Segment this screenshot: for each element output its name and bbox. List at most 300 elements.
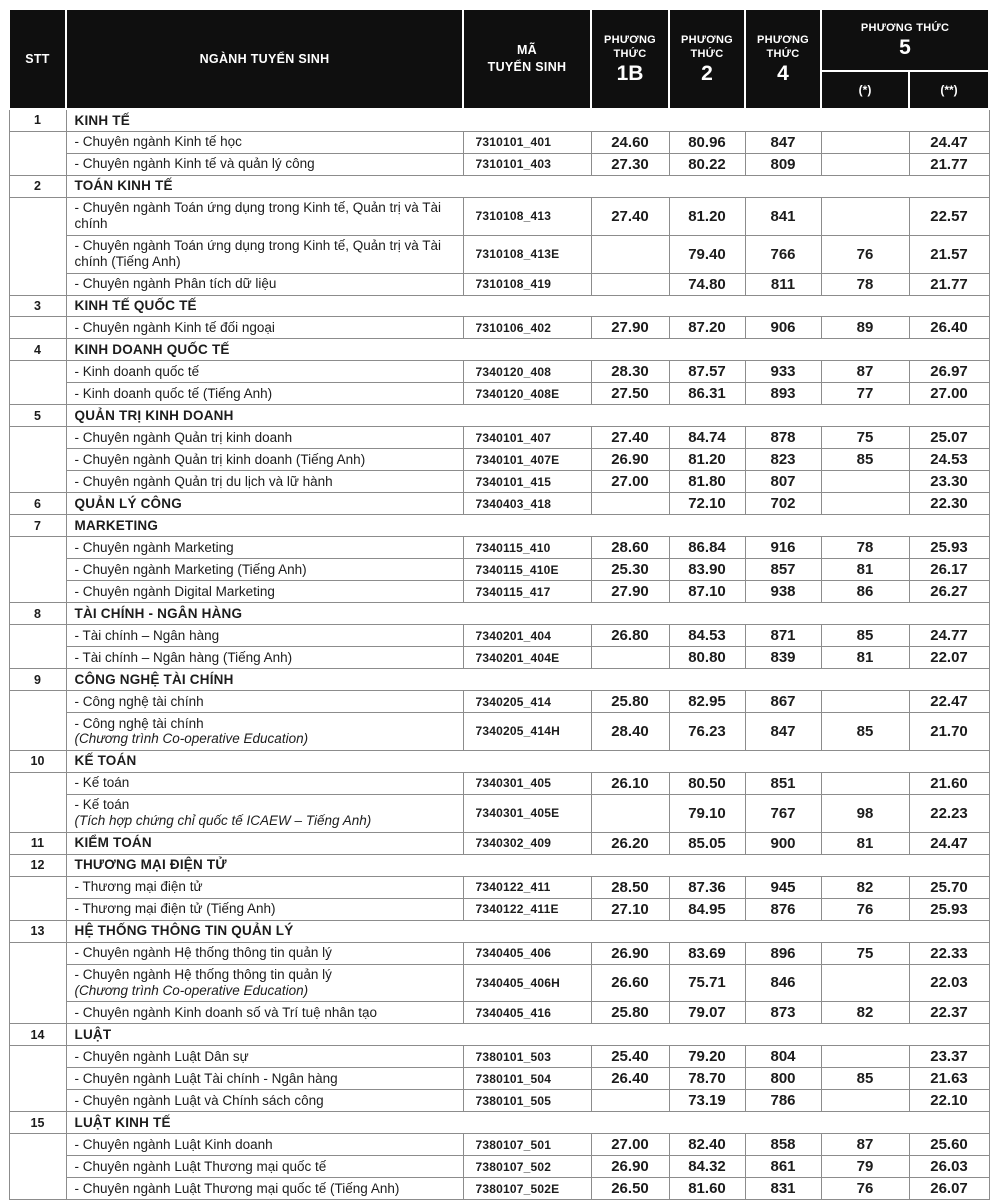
score-cell: 846 — [745, 964, 821, 1002]
score-cell — [821, 772, 909, 794]
stt-cell — [9, 197, 66, 295]
stt-cell — [9, 691, 66, 751]
ma-header-line2: TUYỂN SINH — [487, 60, 567, 74]
major-name-cell: - Chuyên ngành Hệ thống thông tin quản lý (Chương trình Co-operative Education) — [66, 964, 463, 1002]
score-cell: 87 — [821, 361, 909, 383]
major-row — [9, 559, 989, 581]
score-cell: 27.50 — [591, 383, 669, 405]
major-name-cell: - Chuyên ngành Digital Marketing — [66, 581, 463, 603]
code-cell: 7340405_406H — [463, 964, 591, 1002]
score-cell — [821, 1090, 909, 1112]
score-cell: 896 — [745, 942, 821, 964]
score-cell: 81.20 — [669, 449, 745, 471]
score-cell: 86.84 — [669, 537, 745, 559]
pt1b-number: 1B — [616, 62, 644, 86]
score-cell: 98 — [821, 794, 909, 832]
code-cell: 7340122_411 — [463, 876, 591, 898]
category-name-cell: HỆ THỐNG THÔNG TIN QUẢN LÝ — [66, 920, 989, 942]
score-cell: 25.93 — [909, 537, 989, 559]
category-row — [9, 1024, 989, 1046]
col-header-pt5 — [821, 9, 989, 71]
pt1b-word2: THỨC — [613, 47, 647, 60]
score-cell: 87.36 — [669, 876, 745, 898]
category-name-cell: QUẢN LÝ CÔNG — [66, 493, 463, 515]
major-name-cell: - Thương mại điện tử — [66, 876, 463, 898]
score-cell: 82 — [821, 1002, 909, 1024]
score-cell: 87.10 — [669, 581, 745, 603]
category-row — [9, 493, 989, 515]
score-cell: 81.80 — [669, 471, 745, 493]
code-cell: 7380107_502 — [463, 1156, 591, 1178]
major-name-cell: - Chuyên ngành Kinh tế đối ngoại — [66, 317, 463, 339]
score-cell: 831 — [745, 1178, 821, 1200]
code-cell: 7340101_407E — [463, 449, 591, 471]
major-name-cell: - Chuyên ngành Toán ứng dụng trong Kinh tế, Quản trị và Tài chính (Tiếng Anh) — [66, 235, 463, 273]
score-cell: 876 — [745, 898, 821, 920]
score-cell: 25.80 — [591, 1002, 669, 1024]
major-row — [9, 361, 989, 383]
score-cell: 86 — [821, 581, 909, 603]
major-name-cell: - Chuyên ngành Marketing (Tiếng Anh) — [66, 559, 463, 581]
score-cell — [591, 273, 669, 295]
score-cell: 786 — [745, 1090, 821, 1112]
score-cell: 27.90 — [591, 317, 669, 339]
score-cell: 78 — [821, 273, 909, 295]
score-cell: 21.60 — [909, 772, 989, 794]
major-name-cell: - Chuyên ngành Toán ứng dụng trong Kinh tế, Quản trị và Tài chính — [66, 197, 463, 235]
score-cell: 81 — [821, 559, 909, 581]
score-cell: 25.80 — [591, 691, 669, 713]
score-cell: 21.70 — [909, 713, 989, 751]
major-name-cell: - Tài chính – Ngân hàng — [66, 625, 463, 647]
major-name-cell: - Công nghệ tài chính — [66, 691, 463, 713]
stt-cell: 3 — [9, 295, 66, 317]
score-cell: 80.80 — [669, 647, 745, 669]
major-row — [9, 471, 989, 493]
score-cell: 25.07 — [909, 427, 989, 449]
code-cell: 7340122_411E — [463, 898, 591, 920]
score-cell: 81.20 — [669, 197, 745, 235]
score-cell — [821, 1046, 909, 1068]
major-row — [9, 1046, 989, 1068]
score-cell: 79.20 — [669, 1046, 745, 1068]
score-cell: 85 — [821, 713, 909, 751]
stt-cell — [9, 625, 66, 669]
category-row — [9, 109, 989, 131]
stt-cell: 8 — [9, 603, 66, 625]
col-header-star: (*) — [821, 71, 909, 109]
category-row — [9, 832, 989, 854]
score-cell: 82 — [821, 876, 909, 898]
major-row — [9, 235, 989, 273]
score-cell: 871 — [745, 625, 821, 647]
score-cell: 79 — [821, 1156, 909, 1178]
score-cell: 702 — [745, 493, 821, 515]
score-cell: 27.40 — [591, 427, 669, 449]
major-name-cell: - Công nghệ tài chính (Chương trình Co-operative Education) — [66, 713, 463, 751]
score-cell — [821, 471, 909, 493]
score-cell: 841 — [745, 197, 821, 235]
major-name-cell: - Chuyên ngành Luật Thương mại quốc tế — [66, 1156, 463, 1178]
category-row — [9, 175, 989, 197]
score-cell: 22.23 — [909, 794, 989, 832]
score-cell: 80.22 — [669, 153, 745, 175]
code-cell: 7380101_505 — [463, 1090, 591, 1112]
major-name-cell: - Chuyên ngành Phân tích dữ liệu — [66, 273, 463, 295]
major-row — [9, 1090, 989, 1112]
stt-cell: 1 — [9, 109, 66, 131]
code-cell: 7310108_413E — [463, 235, 591, 273]
pt4-number: 4 — [777, 62, 789, 86]
major-row — [9, 1002, 989, 1024]
score-cell: 27.30 — [591, 153, 669, 175]
code-cell: 7380101_503 — [463, 1046, 591, 1068]
major-name-cell: - Chuyên ngành Luật Kinh doanh — [66, 1134, 463, 1156]
category-name-cell: KINH TẾ — [66, 109, 989, 131]
pt4-word1: PHƯƠNG — [756, 33, 810, 46]
stt-header-label: STT — [25, 51, 50, 66]
major-row — [9, 794, 989, 832]
code-cell: 7340115_410 — [463, 537, 591, 559]
score-cell: 85 — [821, 1068, 909, 1090]
score-cell: 21.63 — [909, 1068, 989, 1090]
pt5-label: PHƯƠNG THỨC — [860, 21, 950, 34]
score-cell: 76.23 — [669, 713, 745, 751]
score-cell: 811 — [745, 273, 821, 295]
score-cell: 847 — [745, 131, 821, 153]
score-cell: 72.10 — [669, 493, 745, 515]
major-row — [9, 153, 989, 175]
code-cell: 7340403_418 — [463, 493, 591, 515]
score-cell: 22.07 — [909, 647, 989, 669]
score-cell: 839 — [745, 647, 821, 669]
score-cell: 867 — [745, 691, 821, 713]
score-cell: 28.30 — [591, 361, 669, 383]
score-cell: 22.03 — [909, 964, 989, 1002]
score-cell: 938 — [745, 581, 821, 603]
score-cell: 84.95 — [669, 898, 745, 920]
score-cell: 893 — [745, 383, 821, 405]
score-cell: 75 — [821, 942, 909, 964]
score-cell: 823 — [745, 449, 821, 471]
code-cell: 7380107_501 — [463, 1134, 591, 1156]
code-cell: 7340115_417 — [463, 581, 591, 603]
category-row — [9, 1112, 989, 1134]
stt-cell — [9, 361, 66, 405]
score-cell: 21.57 — [909, 235, 989, 273]
stt-cell: 10 — [9, 750, 66, 772]
major-name-cell: - Chuyên ngành Hệ thống thông tin quản lý — [66, 942, 463, 964]
score-cell: 82.95 — [669, 691, 745, 713]
category-name-cell: MARKETING — [66, 515, 989, 537]
score-cell: 79.07 — [669, 1002, 745, 1024]
category-row — [9, 295, 989, 317]
score-cell: 916 — [745, 537, 821, 559]
score-cell: 83.69 — [669, 942, 745, 964]
score-cell: 25.60 — [909, 1134, 989, 1156]
score-cell: 81 — [821, 647, 909, 669]
major-name-cell: - Chuyên ngành Luật Dân sự — [66, 1046, 463, 1068]
score-cell: 86.31 — [669, 383, 745, 405]
score-cell: 25.30 — [591, 559, 669, 581]
major-row — [9, 197, 989, 235]
code-cell: 7340115_410E — [463, 559, 591, 581]
stt-cell: 13 — [9, 920, 66, 942]
score-cell: 22.30 — [909, 493, 989, 515]
score-cell: 85 — [821, 449, 909, 471]
score-cell: 24.77 — [909, 625, 989, 647]
score-cell: 878 — [745, 427, 821, 449]
score-cell: 84.32 — [669, 1156, 745, 1178]
score-cell: 77 — [821, 383, 909, 405]
score-cell: 25.93 — [909, 898, 989, 920]
stt-cell: 7 — [9, 515, 66, 537]
stt-cell: 4 — [9, 339, 66, 361]
score-cell: 73.19 — [669, 1090, 745, 1112]
major-name-cell: - Chuyên ngành Marketing — [66, 537, 463, 559]
score-cell: 26.03 — [909, 1156, 989, 1178]
major-name-cell: - Chuyên ngành Quản trị du lịch và lữ hành — [66, 471, 463, 493]
major-row — [9, 772, 989, 794]
major-name-cell: - Chuyên ngành Quản trị kinh doanh (Tiếng Anh) — [66, 449, 463, 471]
code-cell: 7340120_408 — [463, 361, 591, 383]
score-cell: 87.20 — [669, 317, 745, 339]
score-cell: 79.40 — [669, 235, 745, 273]
category-row — [9, 750, 989, 772]
category-name-cell: KINH DOANH QUỐC TẾ — [66, 339, 989, 361]
score-cell — [591, 235, 669, 273]
pt4-word2: THỨC — [766, 47, 800, 60]
score-cell: 861 — [745, 1156, 821, 1178]
stt-cell — [9, 942, 66, 1024]
score-cell — [591, 1090, 669, 1112]
category-name-cell: KIỂM TOÁN — [66, 832, 463, 854]
score-cell: 28.50 — [591, 876, 669, 898]
score-cell: 767 — [745, 794, 821, 832]
major-row — [9, 964, 989, 1002]
code-cell: 7310101_401 — [463, 131, 591, 153]
major-row — [9, 942, 989, 964]
score-cell: 945 — [745, 876, 821, 898]
code-cell: 7340405_406 — [463, 942, 591, 964]
score-cell: 27.00 — [591, 471, 669, 493]
stt-cell: 15 — [9, 1112, 66, 1134]
score-cell — [821, 493, 909, 515]
score-cell — [821, 153, 909, 175]
category-name-cell: TOÁN KINH TẾ — [66, 175, 989, 197]
major-row — [9, 713, 989, 751]
major-row — [9, 1134, 989, 1156]
stt-cell — [9, 1046, 66, 1112]
major-row — [9, 625, 989, 647]
score-cell: 82.40 — [669, 1134, 745, 1156]
score-cell: 873 — [745, 1002, 821, 1024]
code-cell: 7340301_405 — [463, 772, 591, 794]
score-cell: 26.50 — [591, 1178, 669, 1200]
category-name-cell: KINH TẾ QUỐC TẾ — [66, 295, 989, 317]
score-cell: 26.27 — [909, 581, 989, 603]
score-cell: 76 — [821, 898, 909, 920]
score-cell: 851 — [745, 772, 821, 794]
score-cell: 24.47 — [909, 131, 989, 153]
major-row — [9, 1068, 989, 1090]
score-cell — [821, 197, 909, 235]
category-name-cell: QUẢN TRỊ KINH DOANH — [66, 405, 989, 427]
ma-header-line1: MÃ — [516, 43, 538, 58]
table-body — [9, 109, 989, 1200]
category-row — [9, 515, 989, 537]
score-cell: 75 — [821, 427, 909, 449]
stt-cell: 6 — [9, 493, 66, 515]
major-row — [9, 898, 989, 920]
category-row — [9, 669, 989, 691]
score-cell — [591, 794, 669, 832]
score-cell — [821, 131, 909, 153]
major-name-cell: - Thương mại điện tử (Tiếng Anh) — [66, 898, 463, 920]
category-name-cell: CÔNG NGHỆ TÀI CHÍNH — [66, 669, 989, 691]
major-name-cell: - Kế toán — [66, 772, 463, 794]
stt-cell: 12 — [9, 854, 66, 876]
category-name-cell: LUẬT — [66, 1024, 989, 1046]
score-cell: 21.77 — [909, 153, 989, 175]
score-cell: 74.80 — [669, 273, 745, 295]
score-cell: 76 — [821, 1178, 909, 1200]
code-cell: 7340205_414H — [463, 713, 591, 751]
col-header-nganh — [66, 9, 463, 109]
category-name-cell: THƯƠNG MẠI ĐIỆN TỬ — [66, 854, 989, 876]
major-name-cell: - Tài chính – Ngân hàng (Tiếng Anh) — [66, 647, 463, 669]
major-row — [9, 647, 989, 669]
major-name-cell: - Chuyên ngành Quản trị kinh doanh — [66, 427, 463, 449]
major-name-cell: - Chuyên ngành Luật Tài chính - Ngân hàng — [66, 1068, 463, 1090]
stt-cell — [9, 131, 66, 175]
score-cell: 27.10 — [591, 898, 669, 920]
col-header-ma — [463, 9, 591, 109]
stt-cell: 9 — [9, 669, 66, 691]
score-cell: 22.10 — [909, 1090, 989, 1112]
score-cell: 85 — [821, 625, 909, 647]
code-cell: 7310108_419 — [463, 273, 591, 295]
stt-cell: 2 — [9, 175, 66, 197]
score-cell: 26.40 — [591, 1068, 669, 1090]
major-name-cell: - Chuyên ngành Luật Thương mại quốc tế (Tiếng Anh) — [66, 1178, 463, 1200]
score-cell: 26.40 — [909, 317, 989, 339]
score-cell: 858 — [745, 1134, 821, 1156]
code-cell: 7380101_504 — [463, 1068, 591, 1090]
major-name-cell: - Chuyên ngành Kinh tế và quản lý công — [66, 153, 463, 175]
score-cell: 807 — [745, 471, 821, 493]
col-header-pt2 — [669, 9, 745, 109]
major-row — [9, 876, 989, 898]
code-cell: 7340101_415 — [463, 471, 591, 493]
col-header-pt1b — [591, 9, 669, 109]
score-cell: 26.07 — [909, 1178, 989, 1200]
major-row — [9, 537, 989, 559]
code-cell: 7340301_405E — [463, 794, 591, 832]
score-cell: 79.10 — [669, 794, 745, 832]
score-cell: 809 — [745, 153, 821, 175]
score-cell: 24.60 — [591, 131, 669, 153]
score-cell: 22.57 — [909, 197, 989, 235]
code-cell: 7340205_414 — [463, 691, 591, 713]
score-cell: 22.37 — [909, 1002, 989, 1024]
category-name-cell: TÀI CHÍNH - NGÂN HÀNG — [66, 603, 989, 625]
score-cell: 76 — [821, 235, 909, 273]
score-cell: 78 — [821, 537, 909, 559]
major-row — [9, 273, 989, 295]
major-row — [9, 131, 989, 153]
score-cell — [591, 647, 669, 669]
score-cell: 26.80 — [591, 625, 669, 647]
code-cell: 7310106_402 — [463, 317, 591, 339]
score-cell: 27.90 — [591, 581, 669, 603]
major-row — [9, 1156, 989, 1178]
category-name-cell: KẾ TOÁN — [66, 750, 989, 772]
score-cell — [591, 493, 669, 515]
score-cell: 847 — [745, 713, 821, 751]
code-cell: 7380107_502E — [463, 1178, 591, 1200]
score-cell: 81.60 — [669, 1178, 745, 1200]
score-cell: 26.20 — [591, 832, 669, 854]
code-cell: 7340302_409 — [463, 832, 591, 854]
stt-cell — [9, 317, 66, 339]
score-cell: 83.90 — [669, 559, 745, 581]
major-row — [9, 317, 989, 339]
major-name-cell: - Chuyên ngành Kinh tế học — [66, 131, 463, 153]
score-cell: 26.17 — [909, 559, 989, 581]
pt2-number: 2 — [701, 62, 713, 86]
score-cell: 26.10 — [591, 772, 669, 794]
major-name-cell: - Chuyên ngành Kinh doanh số và Trí tuệ nhân tạo — [66, 1002, 463, 1024]
code-cell: 7340201_404 — [463, 625, 591, 647]
category-row — [9, 920, 989, 942]
score-cell: 89 — [821, 317, 909, 339]
stt-cell: 5 — [9, 405, 66, 427]
score-cell: 21.77 — [909, 273, 989, 295]
stt-cell — [9, 1134, 66, 1200]
col-header-pt4 — [745, 9, 821, 109]
nganh-header-label: NGÀNH TUYỂN SINH — [199, 51, 330, 66]
pt5-number: 5 — [899, 36, 911, 60]
major-row — [9, 383, 989, 405]
score-cell: 26.90 — [591, 449, 669, 471]
score-cell: 933 — [745, 361, 821, 383]
code-cell: 7340101_407 — [463, 427, 591, 449]
score-cell: 26.90 — [591, 1156, 669, 1178]
score-cell: 75.71 — [669, 964, 745, 1002]
score-cell: 80.96 — [669, 131, 745, 153]
score-cell: 23.30 — [909, 471, 989, 493]
major-name-cell: - Kế toán (Tích hợp chứng chỉ quốc tế ICAEW – Tiếng Anh) — [66, 794, 463, 832]
score-cell: 27.40 — [591, 197, 669, 235]
pt1b-word1: PHƯƠNG — [603, 33, 657, 46]
code-cell: 7310108_413 — [463, 197, 591, 235]
score-cell: 23.37 — [909, 1046, 989, 1068]
score-cell: 85.05 — [669, 832, 745, 854]
score-cell: 766 — [745, 235, 821, 273]
score-cell: 906 — [745, 317, 821, 339]
stt-cell — [9, 772, 66, 832]
major-row — [9, 1178, 989, 1200]
major-name-cell: - Kinh doanh quốc tế — [66, 361, 463, 383]
code-cell: 7310101_403 — [463, 153, 591, 175]
stt-cell — [9, 537, 66, 603]
code-cell: 7340405_416 — [463, 1002, 591, 1024]
major-row — [9, 691, 989, 713]
pt2-word2: THỨC — [690, 47, 724, 60]
score-cell: 28.40 — [591, 713, 669, 751]
admission-score-table — [8, 8, 990, 1200]
